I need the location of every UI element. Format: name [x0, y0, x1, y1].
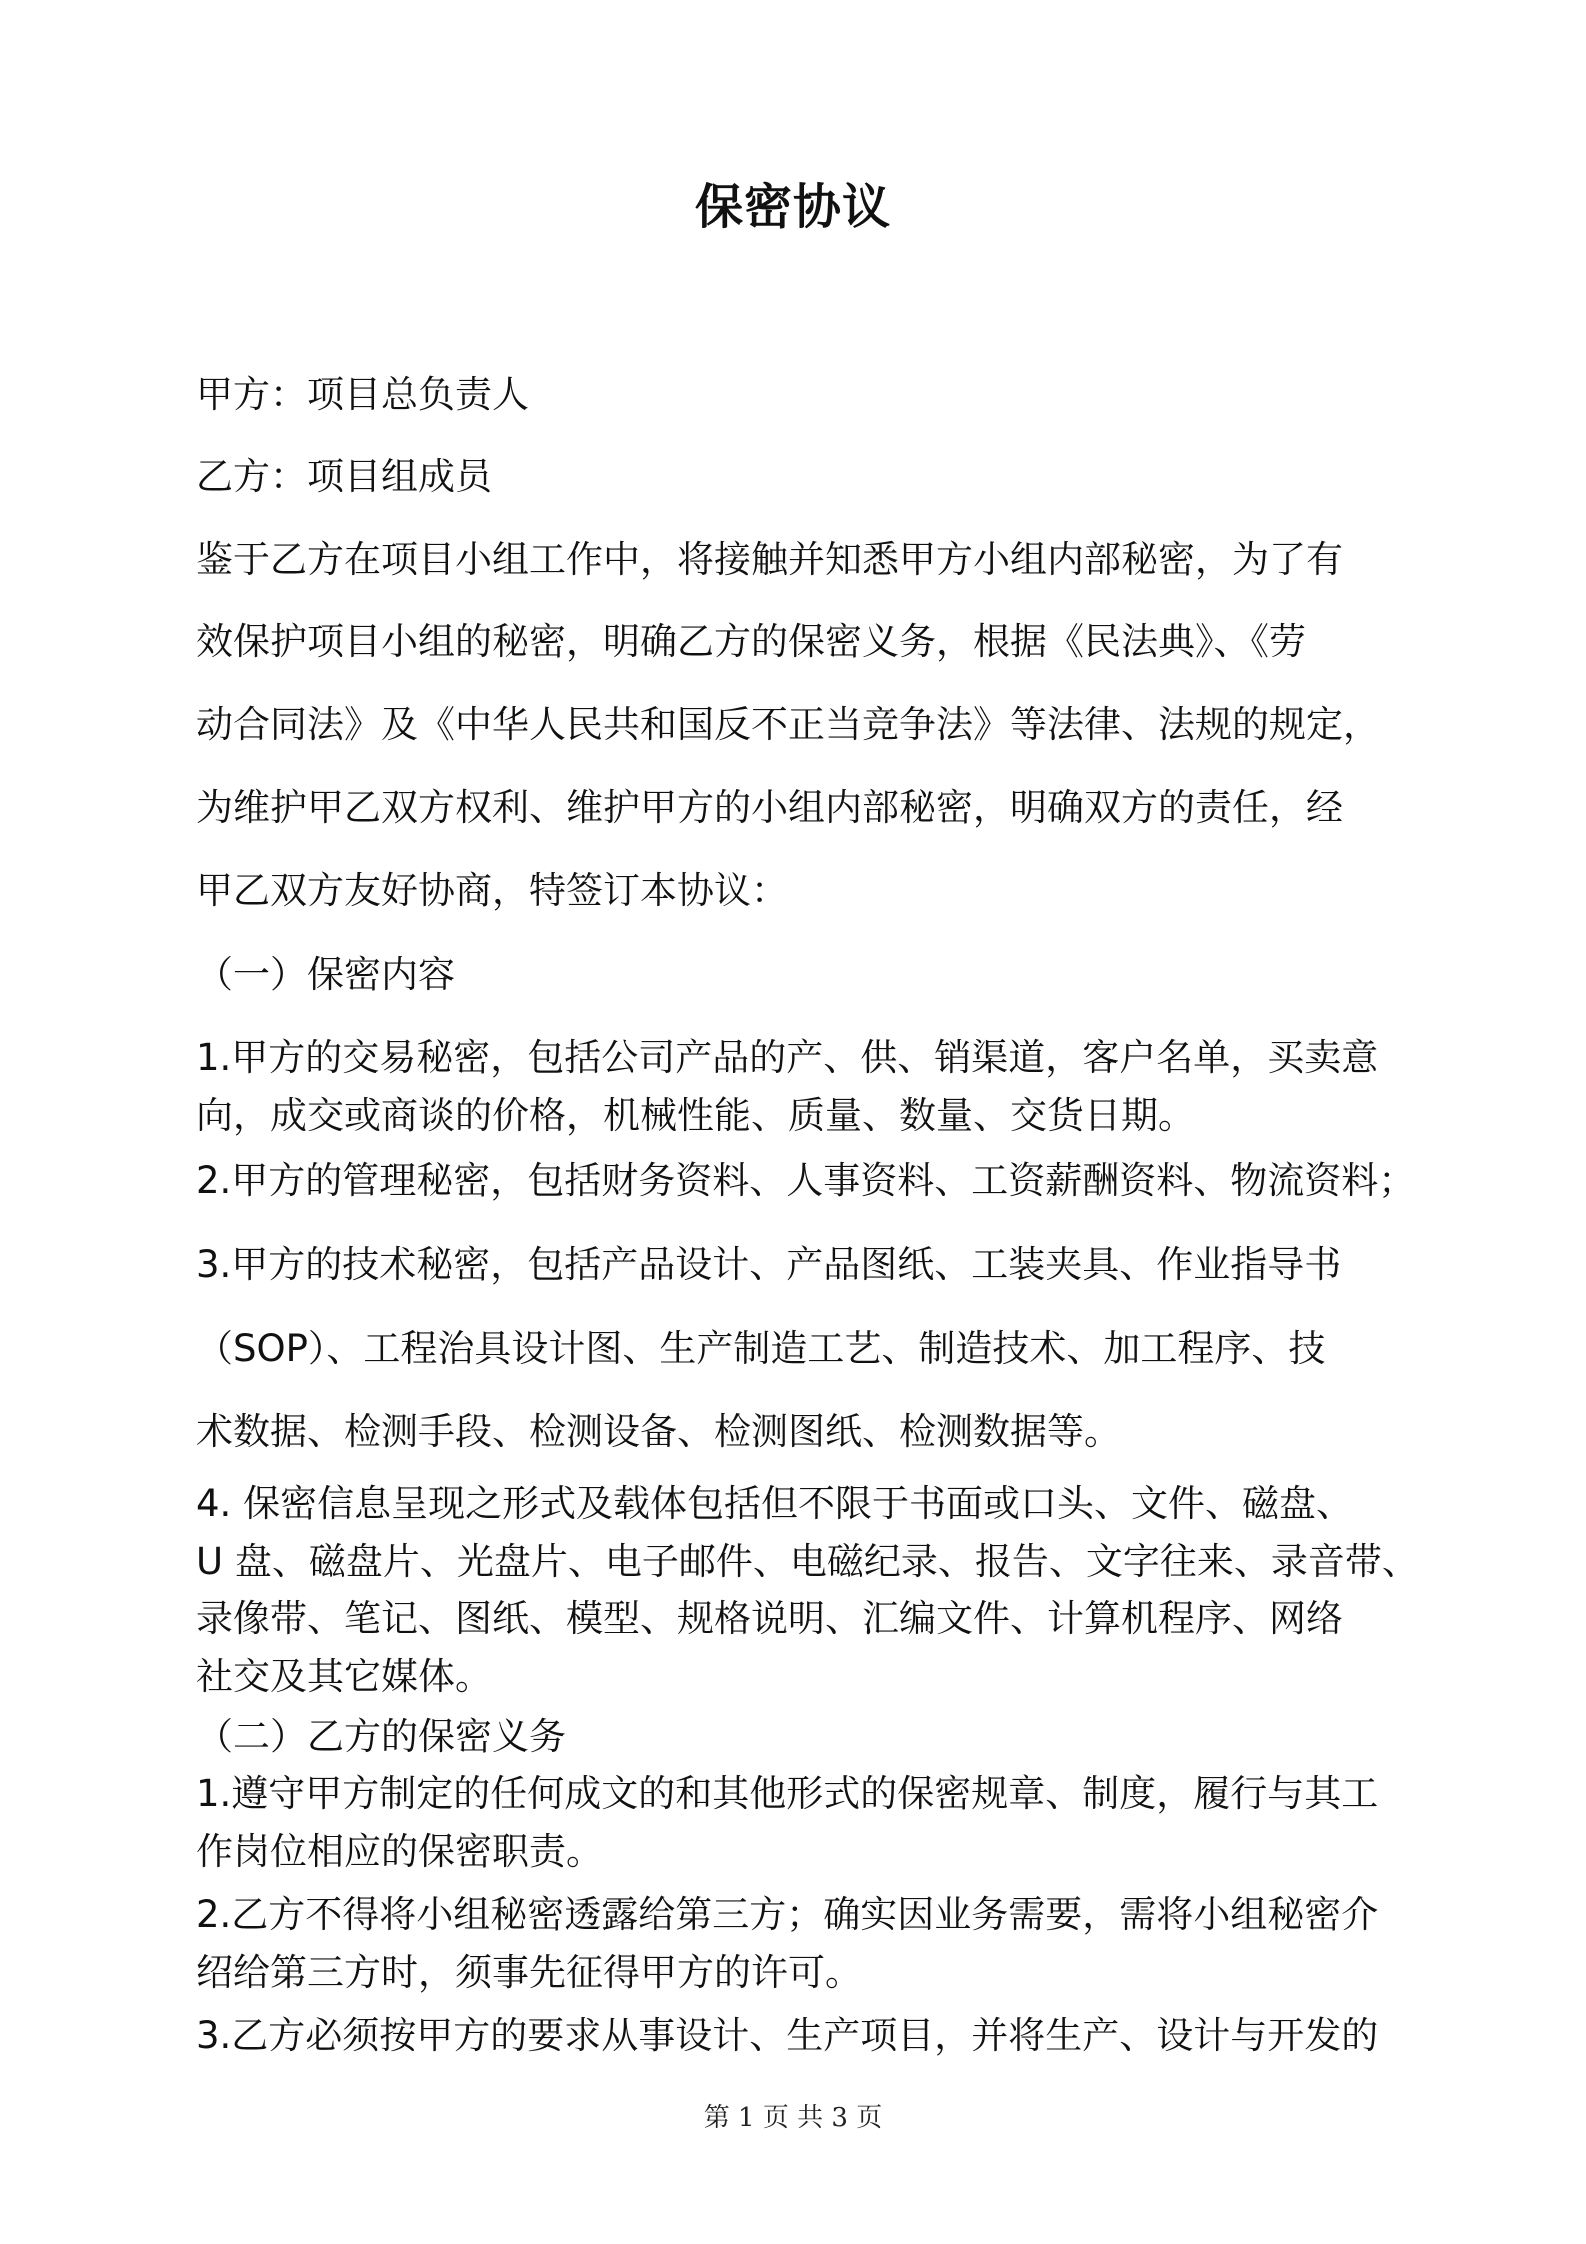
document-title: 保密协议 — [694, 179, 891, 235]
clause-line: 社交及其它媒体。 — [196, 1655, 492, 1698]
clause-line: 2.甲方的管理秘密，包括财务资料、人事资料、工资薪酬资料、物流资料； — [196, 1159, 1416, 1202]
clause-line: 1.甲方的交易秘密，包括公司产品的产、供、销渠道，客户名单，买卖意 — [196, 1036, 1379, 1079]
preamble-line: 效保护项目小组的秘密，明确乙方的保密义务，根据《民法典》、《劳 — [196, 620, 1306, 663]
preamble-line: 为维护甲乙双方权利、维护甲方的小组内部秘密，明确双方的责任，经 — [196, 786, 1343, 829]
clause-line: 1.遵守甲方制定的任何成文的和其他形式的保密规章、制度，履行与其工 — [196, 1772, 1379, 1815]
clause-line: 绍给第三方时，须事先征得甲方的许可。 — [196, 1951, 862, 1994]
preamble-line: 动合同法》及《中华人民共和国反不正当竞争法》等法律、法规的规定， — [196, 703, 1380, 746]
preamble-line: 鉴于乙方在项目小组工作中，将接触并知悉甲方小组内部秘密，为了有 — [196, 538, 1343, 581]
clause-line: 2.乙方不得将小组秘密透露给第三方；确实因业务需要，需将小组秘密介 — [196, 1893, 1379, 1936]
clause-line: 3.乙方必须按甲方的要求从事设计、生产项目，并将生产、设计与开发的 — [196, 2014, 1379, 2057]
page-number-footer: 第 1 页 共 3 页 — [703, 2103, 883, 2133]
clause-line: （SOP）、工程治具设计图、生产制造工艺、制造技术、加工程序、技 — [196, 1327, 1326, 1370]
clause-line: 4. 保密信息呈现之形式及载体包括但不限于书面或口头、文件、磁盘、 — [196, 1482, 1354, 1525]
clause-line: 向，成交或商谈的价格，机械性能、质量、数量、交货日期。 — [196, 1094, 1195, 1137]
preamble-line: 甲乙双方友好协商，特签订本协议： — [196, 869, 788, 912]
section-heading: （二）乙方的保密义务 — [196, 1715, 566, 1758]
party-a-line: 甲方：项目总负责人 — [196, 373, 529, 416]
clause-line: 作岗位相应的保密职责。 — [196, 1830, 603, 1873]
clause-line: 3.甲方的技术秘密，包括产品设计、产品图纸、工装夹具、作业指导书 — [196, 1243, 1342, 1286]
clause-line: U 盘、磁盘片、光盘片、电子邮件、电磁纪录、报告、文字往来、录音带、 — [196, 1540, 1419, 1583]
party-b-line: 乙方：项目组成员 — [196, 455, 492, 498]
clause-line: 录像带、笔记、图纸、模型、规格说明、汇编文件、计算机程序、网络 — [196, 1597, 1343, 1640]
clause-line: 术数据、检测手段、检测设备、检测图纸、检测数据等。 — [196, 1410, 1121, 1453]
section-heading: （一）保密内容 — [196, 953, 455, 996]
